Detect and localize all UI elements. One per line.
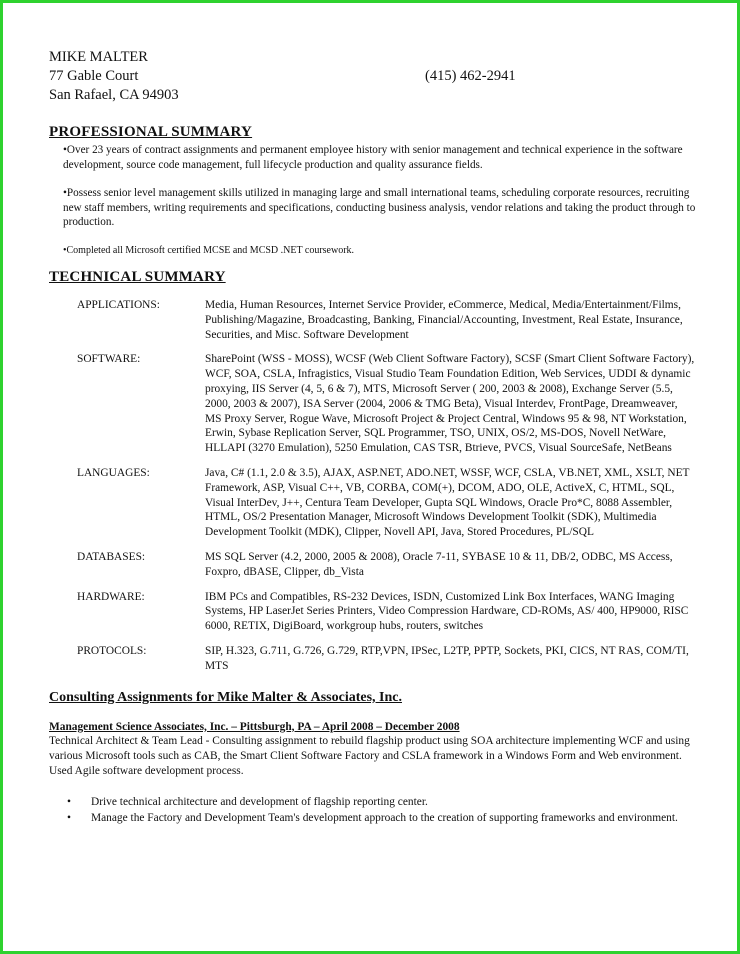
- list-item: [67, 811, 699, 826]
- bullet-text: Manage the Factory and Development Team's development approach to the creation of supporting frameworks and environment.: [91, 811, 678, 824]
- job-heading: Management Science Associates, Inc. – Pittsburgh, PA – April 2008 – December 2008: [49, 720, 460, 733]
- list-item: [67, 795, 699, 810]
- tech-value: MS SQL Server (4.2, 2000, 2005 & 2008), Oracle 7-11, SYBASE 10 & 11, DB/2, ODBC, MS Access, Foxpro, dBASE, Clipper, db_Vista: [205, 550, 673, 578]
- tech-label: SOFTWARE:: [77, 353, 141, 366]
- candidate-name: MIKE MALTER: [49, 49, 148, 65]
- city-state-zip: San Rafael, CA 94903: [49, 87, 179, 103]
- tech-value: IBM PCs and Compatibles, RS-232 Devices, ISDN, Customized Link Box Interfaces, WANG Imaging Systems, HP LaserJet Series Printers, Video Compression Hardware, CD-ROMs, AS/ 400, HP9000, RISC 6000, RETIX, DigiBoard, workgroup hubs, routers, switches: [205, 590, 689, 633]
- bullet-icon: •: [67, 796, 71, 809]
- professional-summary-title: PROFESSIONAL SUMMARY: [49, 124, 253, 140]
- consulting-title: Consulting Assignments for Mike Malter & Associates, Inc.: [49, 689, 402, 705]
- tech-label: LANGUAGES:: [77, 466, 150, 479]
- summary-bullet: •Over 23 years of contract assignments and permanent employee history with senior management and technical experience in the software development, source code management, full lifecycle production and quality assurance fields.: [63, 144, 683, 171]
- tech-label: PROTOCOLS:: [77, 644, 147, 657]
- phone-number: (415) 462-2941: [425, 68, 516, 84]
- resume-page: [49, 48, 699, 825]
- tech-row-protocols: [77, 644, 699, 674]
- tech-value: Media, Human Resources, Internet Service Provider, eCommerce, Medical, Media/Entertainment/Films, Publishing/Magazine, Broadcasting, Banking, Financial/Accounting, Investment, Real Estate, Insurance, Securities, and Misc. Software Development: [205, 299, 683, 341]
- address-line: [49, 67, 699, 86]
- bullet-text: Drive technical architecture and development of flagship reporting center.: [91, 796, 428, 809]
- tech-label: DATABASES:: [77, 550, 146, 563]
- tech-row-software: [77, 352, 699, 456]
- tech-row-applications: [77, 298, 699, 342]
- job-bullet-list: [67, 795, 699, 825]
- tech-row-databases: [77, 550, 699, 580]
- street-address: 77 Gable Court: [49, 68, 139, 84]
- tech-row-languages: [77, 466, 699, 540]
- job-description: Technical Architect & Team Lead - Consulting assignment to rebuild flagship product using SOA architecture implementing WCF and using various Microsoft tools such as CAB, the Smart Client Software Factory and CSLA framework in a Windows Form and Web environment. Used Agile software development process.: [49, 735, 690, 778]
- tech-value: SharePoint (WSS - MOSS), WCSF (Web Client Software Factory), SCSF (Smart Client Software Factory), WCF, SOA, CSLA, Infragistics, Visual Studio Team Foundation Edition, Web Services, UDDI & dynamic proxying, IIS Server (4, 5, 6 & 7), MTS, Microsoft Server ( 200, 2003 & 2008), Exchange Server (5.5, 2000, 2003 & 2007), ISA Server (2004, 2006 & TMG Beta), Visual Interdev, FrontPage, Dreamweaver, MS Proxy Server, Rogue Wave, Microsoft Project & Project Central, Windows 95 & 98, NT Workstation, Erwin, Sybase Replication Server, SQL Programmer, TSO, UNIX, OS/2, MS-DOS, Novell NetWare, HLLAPI (3270 Emulation), 5250 Emulation, CAS TSR, Btrieve, PVCS, Visual SourceSafe, NetBeans: [205, 353, 695, 455]
- tech-value: SIP, H.323, G.711, G.726, G.729, RTP,VPN, IPSec, L2TP, PPTP, Sockets, PKI, CICS, NT RAS, COM/TI, MTS: [205, 644, 689, 672]
- tech-label: HARDWARE:: [77, 590, 145, 603]
- technical-summary-title: TECHNICAL SUMMARY: [49, 269, 226, 285]
- tech-value: Java, C# (1.1, 2.0 & 3.5), AJAX, ASP.NET, ADO.NET, WSSF, WCF, CSLA, VB.NET, XML, XSLT, NET Framework, ASP, Visual C++, VB, CORBA, COM(+), DCOM, ADO, OLE, ActiveX, C, HTML, SQL, Visual InterDev, J++, Centura Team Developer, Gupta SQL Windows, Oracle Pro*C, 8088 Assembler, HTML, OS/2 Presentation Manager, Microsoft Windows Development Toolkit (SDK), Multimedia Development Toolkit (MDK), Clipper, Novell API, Java, Stored Procedures, PL/SQL: [205, 466, 690, 539]
- summary-bullet: •Possess senior level management skills utilized in managing large and small international teams, scheduling corporate resources, recruiting new staff members, writing requirements and specifications, conducting business analysis, vendor relations and taking the product through to production.: [63, 187, 696, 228]
- bullet-icon: •: [67, 811, 71, 824]
- tech-row-hardware: [77, 590, 699, 634]
- tech-label: APPLICATIONS:: [77, 299, 160, 311]
- technical-summary-table: [77, 298, 699, 674]
- summary-bullet: •Completed all Microsoft certified MCSE and MCSD .NET coursework.: [63, 244, 355, 256]
